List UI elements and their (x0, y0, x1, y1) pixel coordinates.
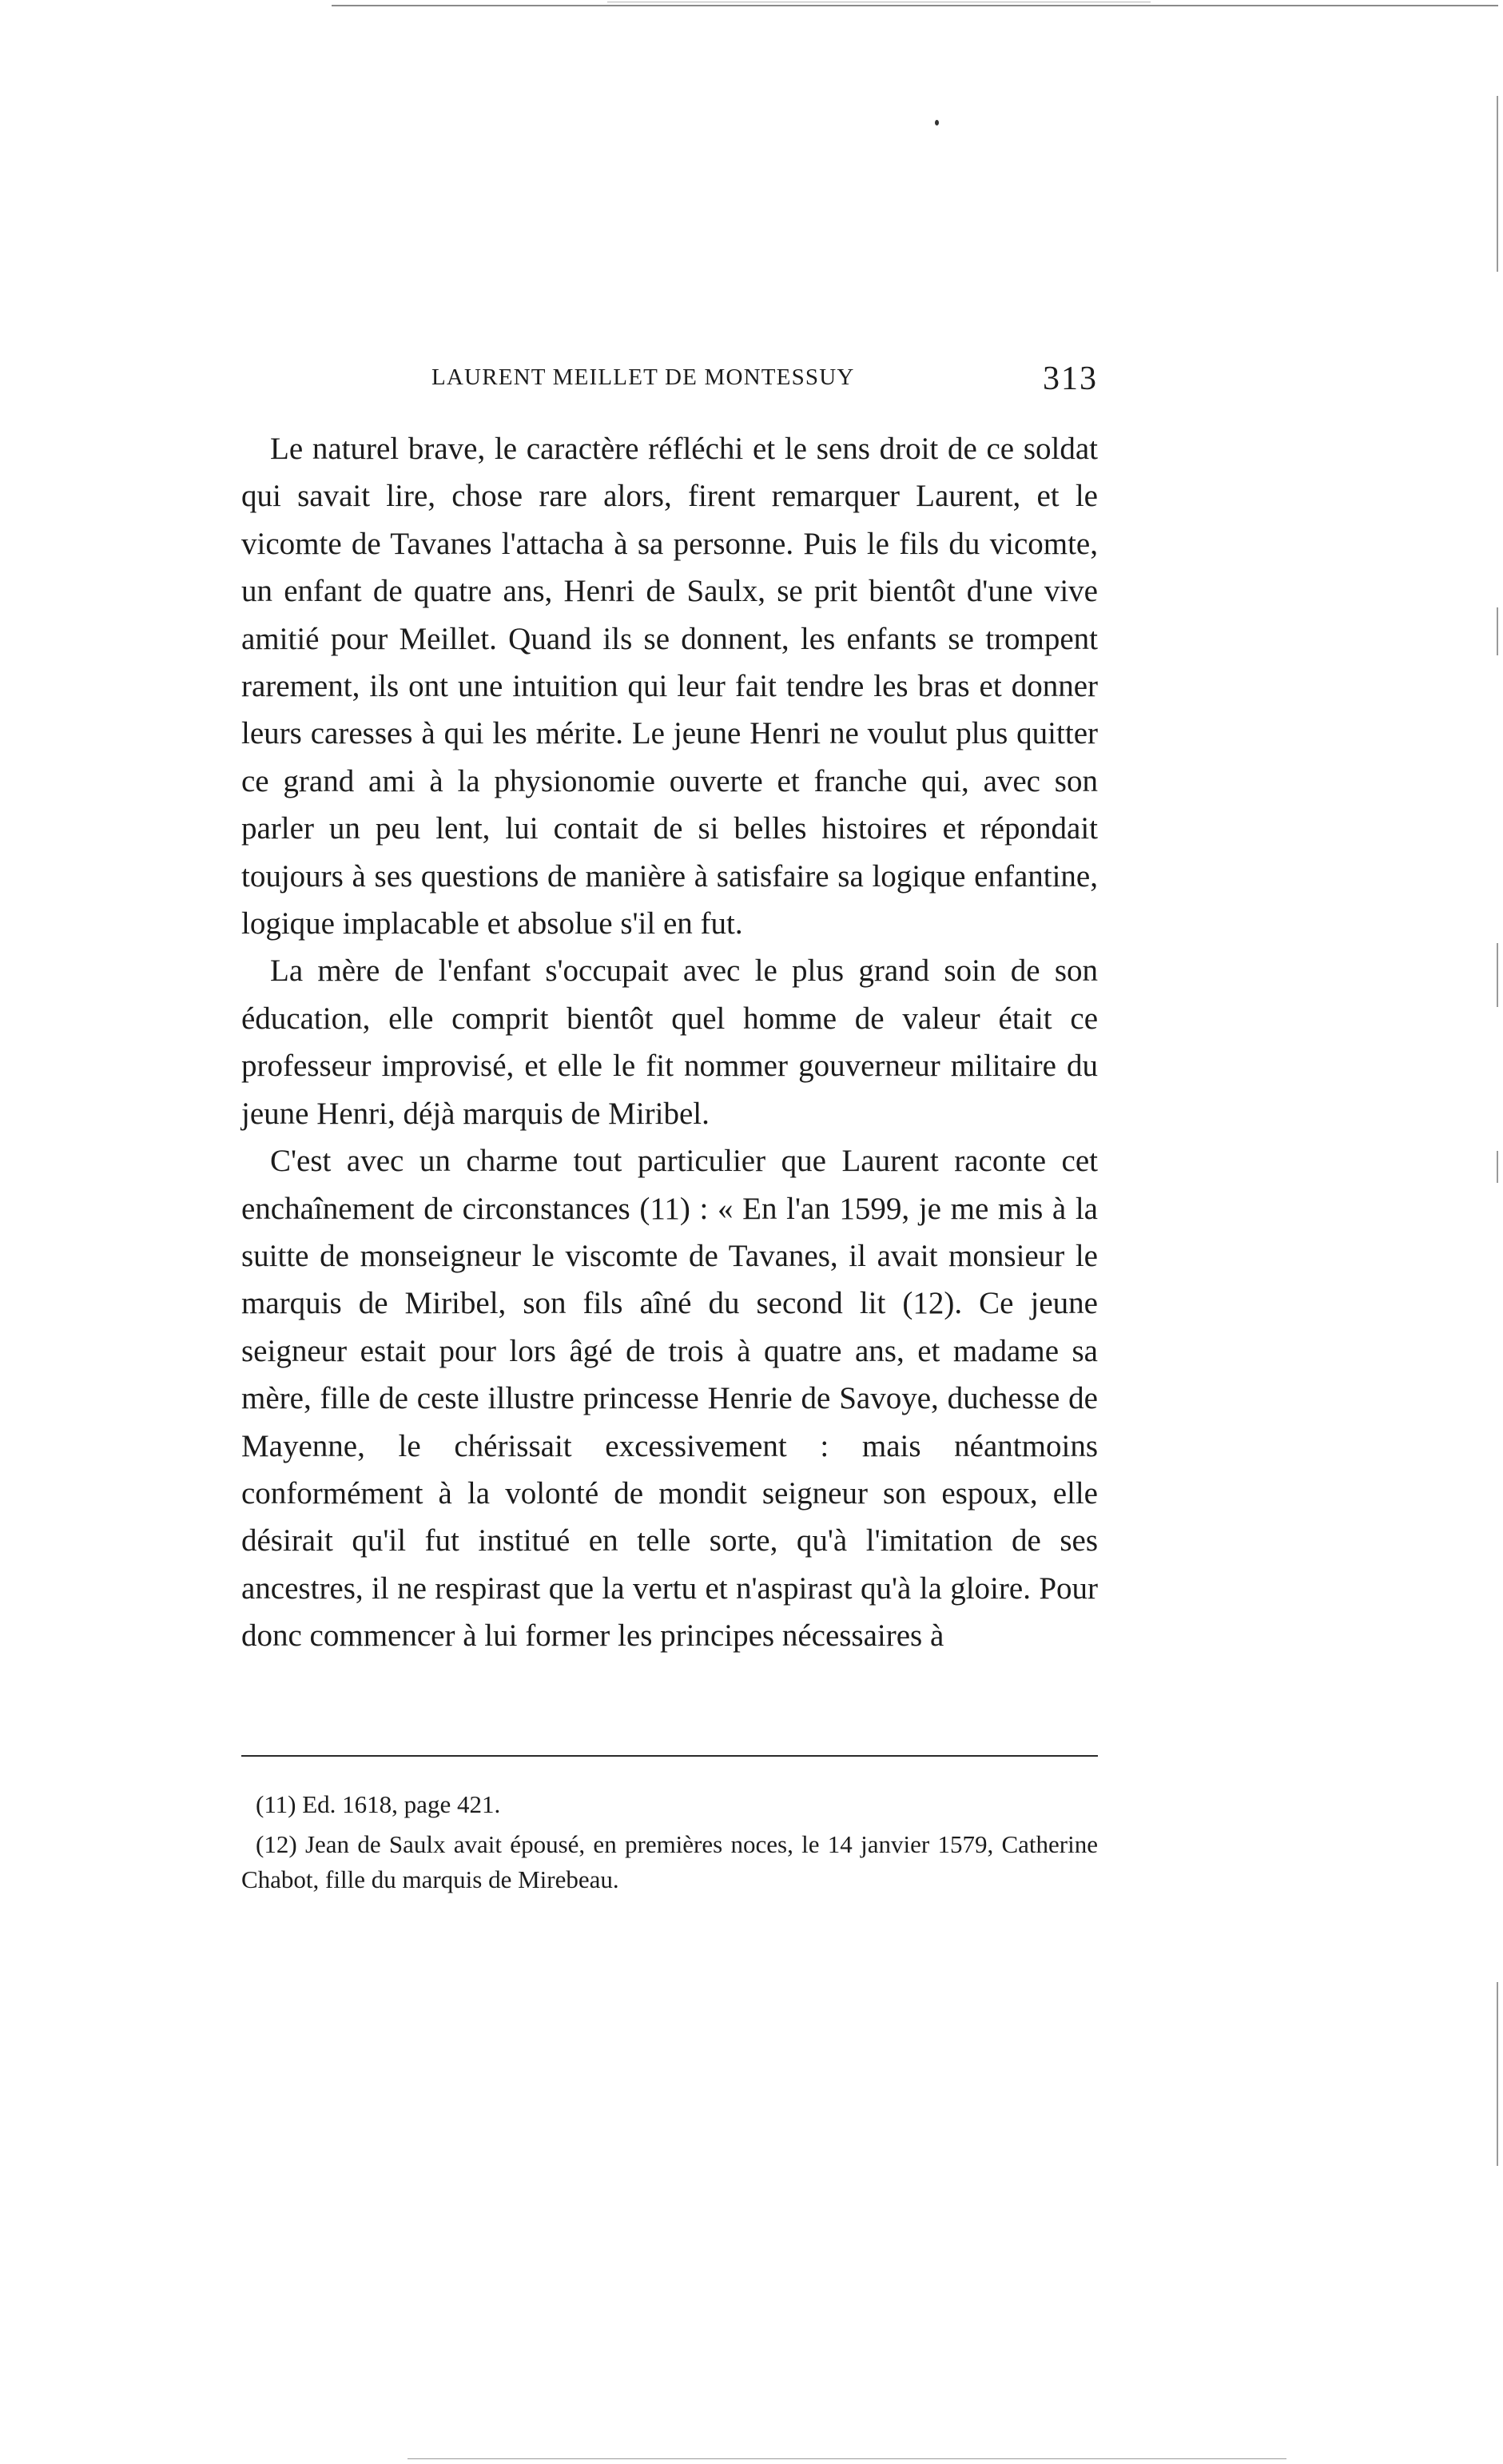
footnote: (11) Ed. 1618, page 421. (256, 1790, 501, 1818)
running-head (241, 360, 1098, 400)
running-title: LAURENT MEILLET DE MONTESSUY (431, 364, 855, 390)
scan-edge-right (1497, 943, 1498, 1007)
body-text (241, 425, 1098, 1660)
scan-edge-top (332, 5, 1498, 6)
paragraph: La mère de l'enfant s'occupait avec le plus grand soin de son éducation, elle comprit bientôt quel homme de valeur était ce professeur improvisé, et elle le fit nommer gouverneur militaire du jeune Henri, déjà marquis de Miribel. (241, 953, 1098, 1131)
footnote: (12) Jean de Saulx avait épousé, en premières noces, le 14 janvier 1579, Catherine Chabot, fille du marquis de Mirebeau. (241, 1830, 1098, 1893)
page-number: 313 (1043, 360, 1098, 397)
scan-edge-right (1497, 1151, 1498, 1183)
scan-edge-bottom (408, 2458, 1286, 2459)
footnote-divider (241, 1755, 1098, 1757)
scan-edge-right (1497, 96, 1498, 272)
footnotes (241, 1787, 1098, 1902)
paragraph: Le naturel brave, le caractère réfléchi et le sens droit de ce soldat qui savait lire, chose rare alors, firent remarquer Laurent, et le vicomte de Tavanes l'attacha à sa personne. Puis le fils du vicomte, un enfant de quatre ans, Henri de Saulx, se prit bientôt d'une vive amitié pour Meillet. Quand ils se donnent, les enfants se trompent rarement, ils ont une intuition qui leur fait tendre les bras et donner leurs caresses à qui les mérite. Le jeune Henri ne voulut plus quitter ce grand ami à la physionomie ouverte et franche qui, avec son parler un peu lent, lui contait de si belles histoires et répondait toujours à ses questions de manière à satisfaire sa logique enfantine, logique implacable et absolue s'il en fut. (241, 432, 1098, 941)
scan-speck (935, 120, 939, 125)
scan-edge-right (1497, 1982, 1498, 2166)
scan-edge-right (1497, 607, 1498, 655)
paragraph: C'est avec un charme tout particulier que Laurent raconte cet enchaînement de circonstances (11) : « En l'an 1599, je me mis à la suitte de monseigneur le viscomte de Tavanes, il avait monsieur le marquis de Miribel, son fils aîné du second lit (12). Ce jeune seigneur estait pour lors âgé de trois à quatre ans, et madame sa mère, fille de ceste illustre princesse Henrie de Savoye, duchesse de Mayenne, le chérissait excessivement : mais néantmoins conformément à la volonté de mondit seigneur son espoux, elle désirait qu'il fut institué en telle sorte, qu'à l'imitation de ses ancestres, il ne respirast que la vertu et n'aspirast qu'à la gloire. Pour donc commencer à lui former les principes nécessaires à (241, 1144, 1098, 1654)
